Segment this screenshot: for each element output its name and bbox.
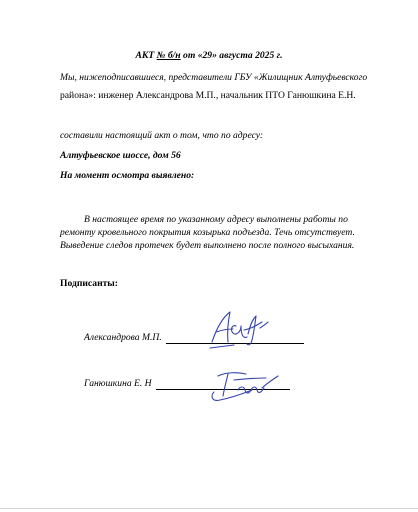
signature-2-image — [204, 366, 282, 406]
act-title — [0, 50, 418, 62]
signature-1-image — [200, 304, 272, 352]
act-title-prefix: АКТ — [135, 50, 155, 61]
inspection-line-3: Выведение следов протечек будет выполнено после полного высыхания. — [60, 240, 355, 251]
inspection-heading: На момент осмотра выявлено: — [60, 170, 195, 181]
intro-line-2 — [60, 90, 356, 102]
inspection-line-2: ремонту кровельного покрытия козырька подъезда. Течь отсутствует. — [60, 227, 355, 238]
act-date: от «29» августа 2025 г. — [183, 50, 283, 61]
inspection-line-1: В настоящее время по указанному адресу выполнены работы по — [84, 214, 348, 225]
signatory-name-2: Ганюшкина Е. Н — [84, 378, 152, 389]
intro-line-2-rest: : инженер Александрова М.П., начальник ПТО Ганюшкина Е.Н. — [93, 90, 356, 101]
intro-line-1: Мы, нижеподписавшиеся, представители ГБУ «Жилищник Алтуфьевского — [60, 72, 368, 83]
intro-line-2-district: района» — [60, 90, 94, 101]
signatory-name-1: Александрова М.П. — [84, 332, 162, 343]
signatories-heading: Подписанты: — [60, 278, 118, 289]
act-number: № б/н — [156, 50, 181, 61]
address-value: Алтуфьевское шоссе, дом 56 — [60, 150, 181, 161]
page-bottom-rule — [0, 508, 418, 509]
address-intro: составили настоящий акт о том, что по адресу: — [60, 130, 264, 141]
